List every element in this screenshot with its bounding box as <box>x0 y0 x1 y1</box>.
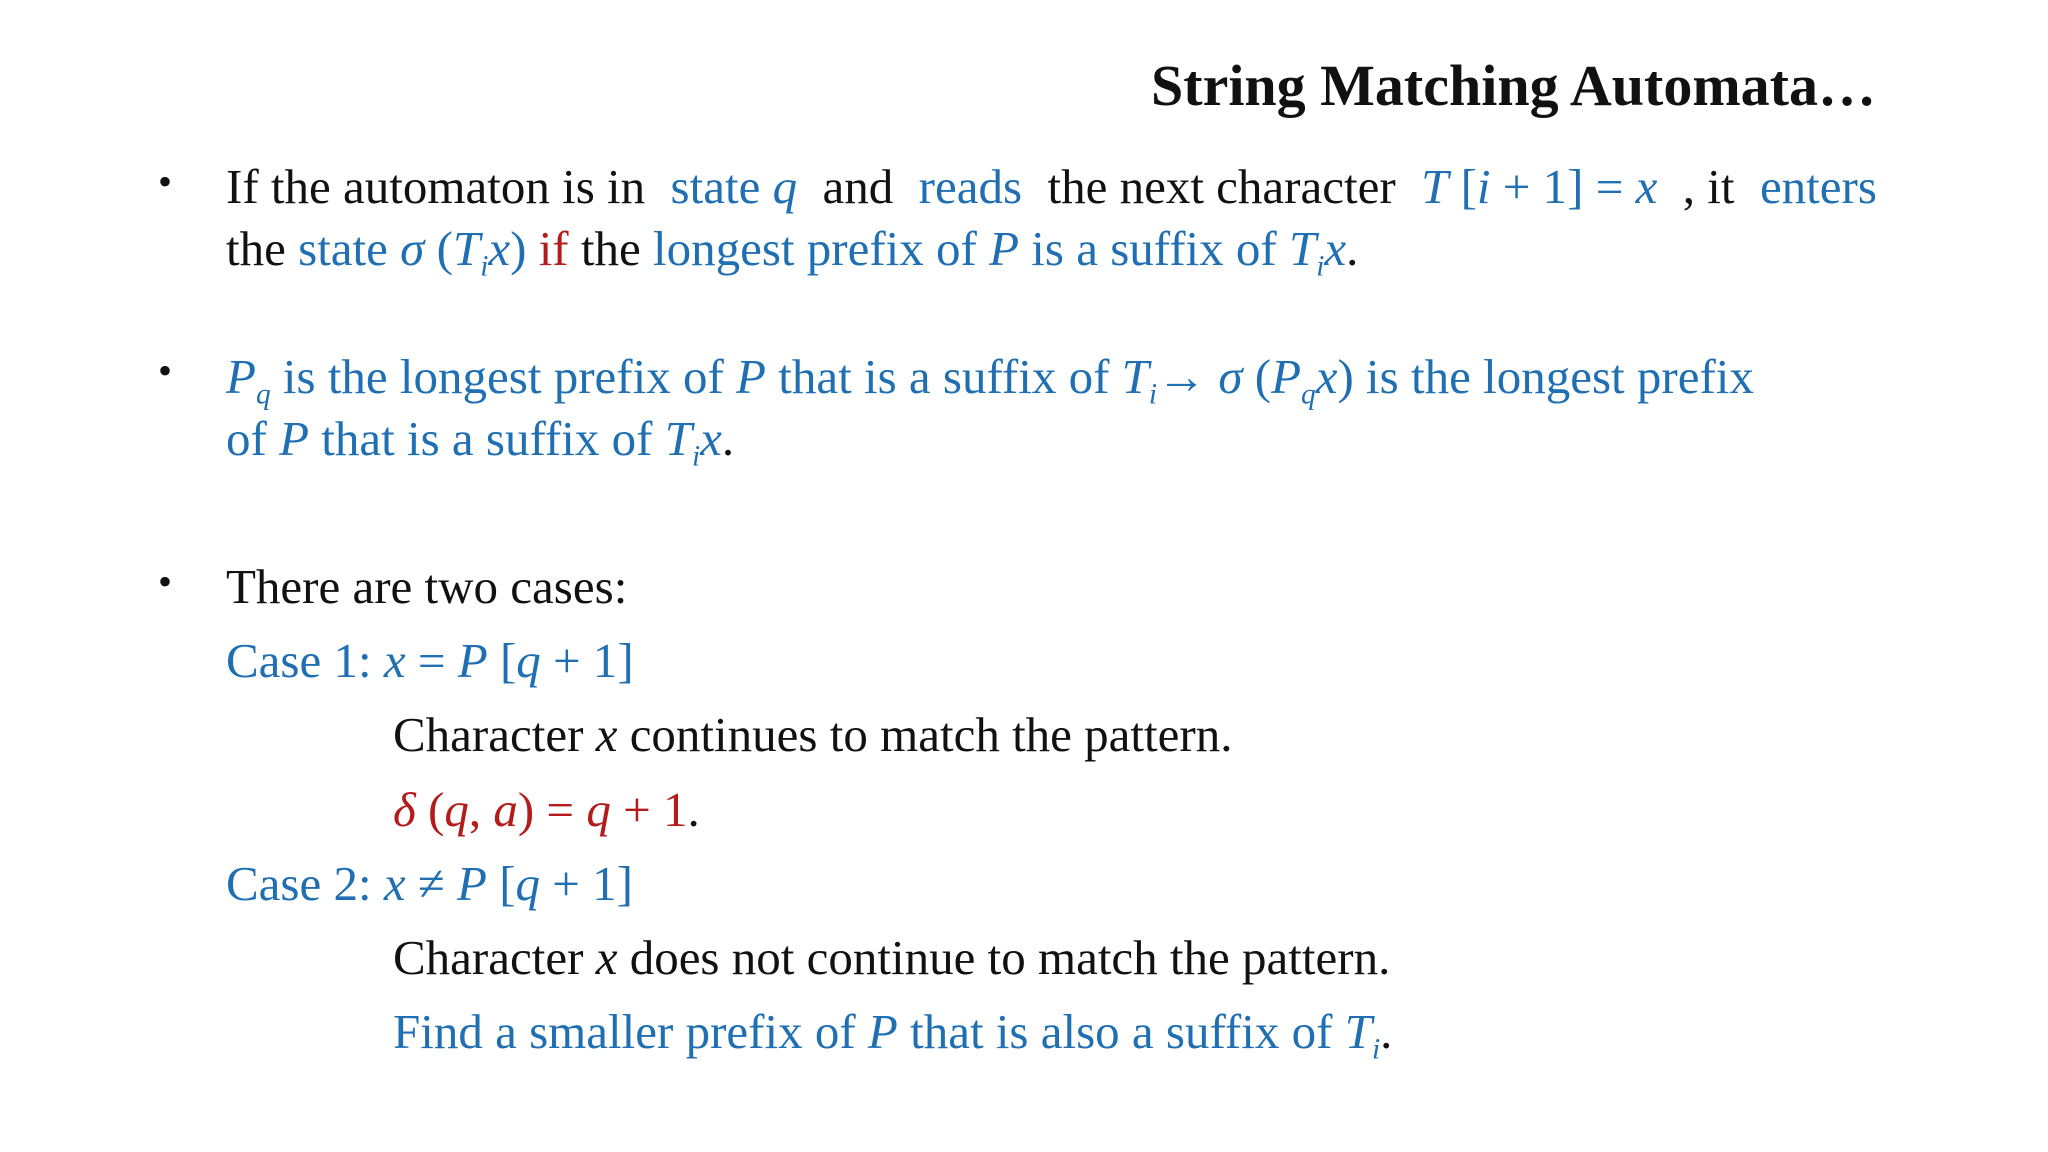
case-1-heading: Case 1: x = P [q + 1] <box>226 633 634 688</box>
bullet-2 <box>226 346 1877 473</box>
bullet-2-line-1: $P_q$ is the longest prefix of P that is a suffix of $T_i\to \sigma$ $(P_qx)$ is the longest prefix <box>226 349 1754 411</box>
bullet-marker-1: • <box>158 159 173 204</box>
case-1-formula: δ (q, a) = q + 1. <box>393 782 700 837</box>
bullet-3: There are two cases: <box>226 559 628 614</box>
case-2-action: Find a smaller prefix of P that is also a suffix of $T_i$. <box>393 1004 1393 1066</box>
bullet-1-line-1: If the automaton is in state q and reads the next character T [i + 1] = x , it enters <box>226 159 1877 214</box>
bullet-marker-3: • <box>158 559 173 604</box>
bullet-1-line-2: the state σ $(T_ix)$ if the longest prefix of P is a suffix of $T_ix$. <box>226 221 1359 283</box>
case-2-heading: Case 2: x ≠ P [q + 1] <box>226 856 633 911</box>
case-1-description: Character x continues to match the pattern. <box>393 707 1233 762</box>
bullet-1 <box>226 156 1877 283</box>
bullet-marker-2: • <box>158 348 173 393</box>
bullet-2-line-2: of P that is a suffix of $T_ix$. <box>226 411 735 473</box>
slide-title: String Matching Automata… <box>1151 53 1876 118</box>
case-2-description: Character x does not continue to match the pattern. <box>393 930 1391 985</box>
